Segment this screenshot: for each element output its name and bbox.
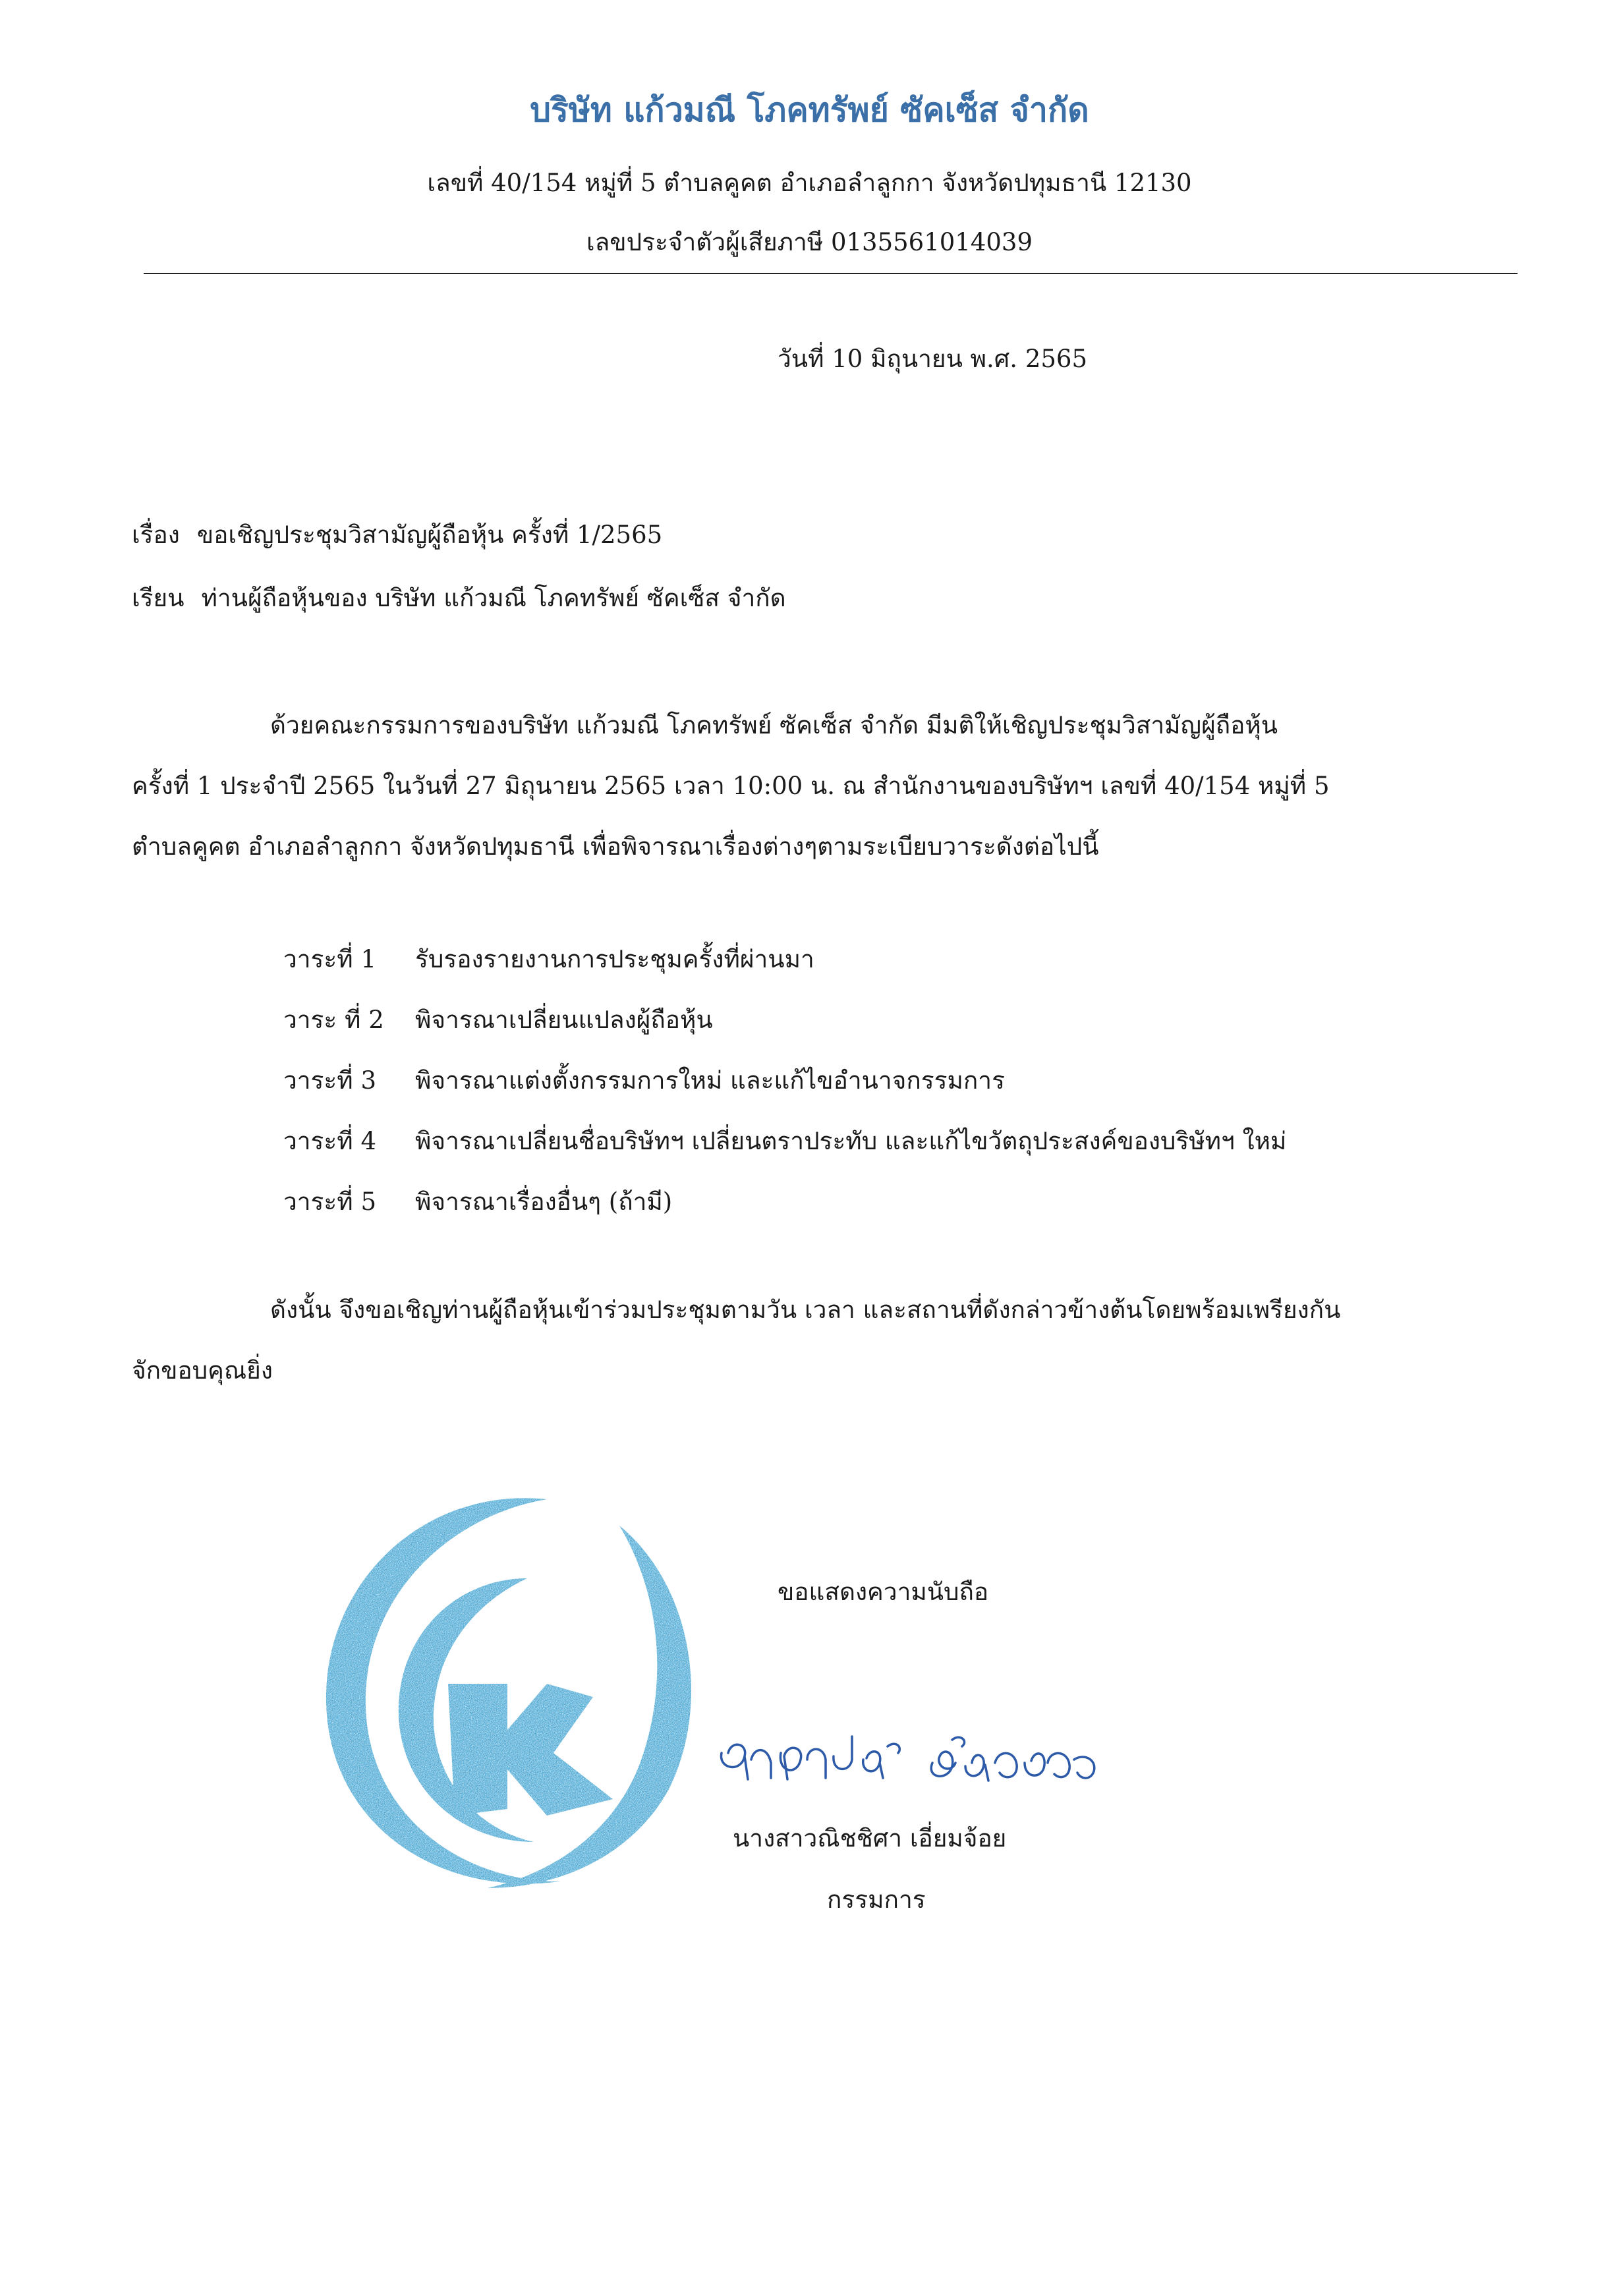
- recipient-label: เรียน: [132, 584, 185, 612]
- agenda-text: พิจารณาเรื่องอื่นๆ (ถ้ามี): [415, 1188, 673, 1216]
- agenda-number: วาระ ที่ 2: [283, 1006, 384, 1034]
- agenda-text: พิจารณาเปลี่ยนแปลงผู้ถือหุ้น: [415, 1006, 713, 1034]
- agenda-number: วาระที่ 3: [283, 1066, 376, 1095]
- company-address: เลขที่ 40/154 หมู่ที่ 5 ตำบลคูคต อำเภอลำลูกกา จังหวัดปทุมธานี 12130: [427, 169, 1192, 197]
- agenda-item: [283, 929, 1286, 990]
- signer-title: กรรมการ: [827, 1885, 926, 1914]
- recipient-line: [132, 579, 786, 617]
- agenda-number: วาระที่ 1: [283, 945, 376, 973]
- agenda-item: [283, 1050, 1286, 1111]
- subject-line: [132, 515, 662, 554]
- intro-line: ครั้งที่ 1 ประจำปี 2565 ในวันที่ 27 มิถุนายน 2565 เวลา 10:00 น. ณ สำนักงานของบริษัทฯ เลขที่ 40/154 หมู่ที่ 5: [132, 772, 1330, 800]
- closing-line: จักขอบคุณยิ่ง: [132, 1356, 273, 1385]
- handwritten-signature: [715, 1707, 1110, 1799]
- company-tax-id: เลขประจำตัวผู้เสียภาษี 0135561014039: [586, 228, 1033, 256]
- agenda-text: พิจารณาแต่งตั้งกรรมการใหม่ และแก้ไขอำนาจกรรมการ: [415, 1066, 1005, 1095]
- closing-paragraph: [132, 1280, 1516, 1401]
- intro-line: ตำบลคูคต อำเภอลำลูกกา จังหวัดปทุมธานี เพื่อพิจารณาเรื่องต่างๆตามระเบียบวาระดังต่อไปนี้: [132, 832, 1099, 861]
- agenda-text: พิจารณาเปลี่ยนชื่อบริษัทฯ เปลี่ยนตราประทับ และแก้ไขวัตถุประสงค์ของบริษัทฯ ใหม่: [415, 1127, 1287, 1155]
- company-stamp-logo: [310, 1486, 705, 1908]
- agenda-number: วาระที่ 4: [283, 1127, 376, 1155]
- agenda-item: [283, 1111, 1286, 1172]
- agenda-item: [283, 1172, 1286, 1232]
- intro-paragraph: [132, 695, 1516, 877]
- agenda-list: [283, 929, 1286, 1232]
- agenda-number: วาระที่ 5: [283, 1188, 376, 1216]
- subject-label: เรื่อง: [132, 521, 180, 549]
- header-divider: [144, 273, 1518, 274]
- regards-line: ขอแสดงความนับถือ: [778, 1578, 989, 1606]
- agenda-text: รับรองรายงานการประชุมครั้งที่ผ่านมา: [415, 945, 814, 973]
- intro-line: ด้วยคณะกรรมการของบริษัท แก้วมณี โภคทรัพย์ ซัคเซ็ส จำกัด มีมติให้เชิญประชุมวิสามัญผู้ถือหุ้น: [270, 711, 1278, 739]
- signer-name: นางสาวณิชชิศา เอี่ยมจ้อย: [733, 1824, 1007, 1852]
- company-name: บริษัท แก้วมณี โภคทรัพย์ ซัคเซ็ส จำกัด: [530, 90, 1089, 129]
- agenda-item: [283, 990, 1286, 1050]
- closing-line: ดังนั้น จึงขอเชิญท่านผู้ถือหุ้นเข้าร่วมประชุมตามวัน เวลา และสถานที่ดังกล่าวข้างต้นโดยพร้อมเพรียงกัน: [270, 1296, 1341, 1324]
- recipient-value: ท่านผู้ถือหุ้นของ บริษัท แก้วมณี โภคทรัพย์ ซัคเซ็ส จำกัด: [201, 584, 786, 612]
- letter-date: วันที่ 10 มิถุนายน พ.ศ. 2565: [778, 345, 1087, 373]
- subject-value: ขอเชิญประชุมวิสามัญผู้ถือหุ้น ครั้งที่ 1/2565: [196, 521, 663, 549]
